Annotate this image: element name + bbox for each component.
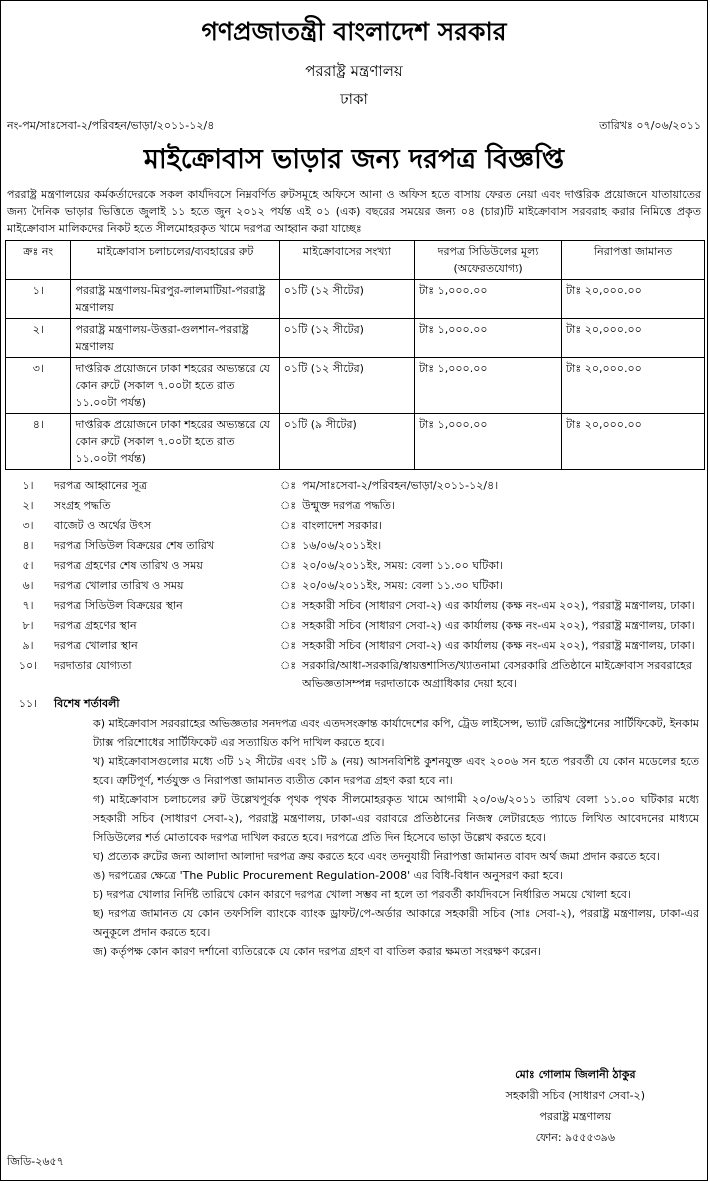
special-conditions-heading: বিশেষ শর্তাবলী [54,697,120,710]
notice-title: মাইক্রোবাস ভাড়ার জন্য দরপত্র বিজ্ঞপ্তি [143,144,565,175]
schedule-value: পম/সাঃসেবা-২/পরিবহন/ভাড়া/২০১১-১২/৪। [302,479,499,492]
schedule-row [5,476,705,496]
schedule-table [5,476,705,714]
schedule-no: ১০। [18,659,38,672]
row-route: দাপ্তরিক প্রয়োজনে ঢাকা শহরের অভ্যন্তরে যে কোন রুটে (সকাল ৭.০০টা হতে রাত ১১.০০টা পর্যন্ত) [71,414,279,470]
schedule-no: ৮। [22,619,34,632]
row-price: টাঃ ১,০০০.০০ [415,358,562,414]
column-header: নিরাপত্তা জামানত [562,241,705,280]
schedule-no: ৪। [22,539,34,552]
colon: ঃ [280,559,297,572]
colon: ঃ [280,619,297,632]
colon: ঃ [280,499,297,512]
schedule-label: দরপত্র গ্রহণের শেষ তারিখ ও সময় [54,559,203,572]
schedule-label: দরপত্র আহ্বানের সূত্র [54,479,148,492]
signatory-ministry: পররাষ্ট্র মন্ত্রণালয় [539,1110,612,1123]
schedule-label: দরপত্র খোলার তারিখ ও সময় [54,579,184,592]
column-header: দরপত্র সিডিউলের মূল্য (অফেরতযোগ্য) [415,241,562,280]
column-header: মাইক্রোবাসের সংখ্যা [279,241,414,280]
schedule-label: দরদাতার যোগ্যতা [54,659,132,672]
schedule-value: ২০/০৬/২০১১ইং, সময়: বেলা ১১.০০ ঘটিকা। [302,559,504,572]
row-price: টাঃ ১,০০০.০০ [415,414,562,470]
row-serial: ২। [6,319,71,358]
schedule-no: ৭। [22,599,34,612]
signature-block [506,1064,645,1148]
schedule-value: ১৬/০৬/২০১১ইং। [302,539,382,552]
table-row [6,280,705,319]
schedule-no: ৩। [22,519,34,532]
row-serial: ৪। [6,414,71,470]
government-title: গণপ্রজাতন্ত্রী বাংলাদেশ সরকার [201,17,507,46]
intro-paragraph: পররাষ্ট্র মন্ত্রণালয়ের কর্মকর্তাদেরকে সকল কার্যদিবসে নিম্নবর্ণিত রুটসমূহে অফিসে আনা ও অফিস হতে বাসায় ফেরত নেয়া এবং দাপ্তরিক প্রয়োজনে যাতায়াতের জন্য দৈনিক ভাড়ার ভিত্তিতে জুলাই ১১ হতে জুন ২০১২ পর্যন্ত এই ০১ (এক) বছরের সময়ের জন্য ০৪ (চার)টি মাইক্রোবাস সরবরাহ করার নিমিত্তে প্রকৃত মাইক্রোবাস মালিকদের নিকট হতে সীলমোহরকৃত খামে দরপত্র আহ্বান করা যাচ্ছেঃ [7,188,701,235]
signatory-name: মোঃ গোলাম জিলানী ঠাকুর [515,1068,636,1081]
colon: ঃ [280,539,297,552]
row-security: টাঃ ২০,০০০.০০ [562,280,705,319]
colon: ঃ [280,599,297,612]
schedule-no: ১। [22,479,34,492]
schedule-row [5,636,705,656]
colon: ঃ [280,579,297,592]
schedule-label: দরপত্র খোলার স্থান [54,639,138,652]
condition-item: ক) মাইক্রোবাস সরবরাহের অভিজ্ঞতার সনদপত্র এবং এতদসংক্রান্ত কার্যাদেশের কপি, ট্রেড লাইসেন্স, ভ্যাট রেজিস্ট্রেশনের সার্টিফিকেট, ইনকাম ট্যাক্স পরিশোধের সার্টিফিকেট এর সত্যায়িত কপি দাখিল করতে হবে। [93,717,699,749]
schedule-row [5,536,705,556]
schedule-value: সহকারী সচিব (সাধারণ সেবা-২) এর কার্যালয় (কক্ষ নং-এম ২০২), পররাষ্ট্র মন্ত্রণালয়, ঢাকা। [302,639,695,652]
table-row [6,319,705,358]
condition-item: খ) মাইক্রোবাসগুলোর মধ্যে ৩টি ১২ সীটের এবং ১টি ৯ (নয়) আসনবিশিষ্ট কুশনযুক্ত এবং ২০০৬ সন হতে পরবর্তী যে কোন মডেলের হতে হবে। ত্রুটিপূর্ণ, শর্তযুক্ত ও নিরাপত্তা জামানত ব্যতীত কোন দরপত্র গ্রহণ করা হবে না। [93,755,699,787]
schedule-label: বাজেট ও অর্থের উৎস [54,519,151,532]
colon: ঃ [280,639,297,652]
table-row [6,414,705,470]
row-count: ০১টি (৯ সীটের) [279,414,414,470]
schedule-label: দরপত্র সিডিউল বিক্রয়ের স্থান [54,599,183,612]
schedule-row [5,516,705,536]
schedule-value: বাংলাদেশ সরকার। [302,519,382,532]
schedule-label: দরপত্র সিডিউল বিক্রয়ের শেষ তারিখ [54,539,215,552]
colon: ঃ [280,519,297,532]
column-header: মাইক্রোবাস চলাচলের/ব্যবহারের রুট [71,241,279,280]
schedule-value: সহকারী সচিব (সাধারণ সেবা-২) এর কার্যালয় (কক্ষ নং-এম ২০২), পররাষ্ট্র মন্ত্রণালয়, ঢাকা। [302,599,695,612]
schedule-no: ২। [22,499,34,512]
row-route: পররাষ্ট্র মন্ত্রণালয়-মিরপুর-লালমাটিয়া-পররাষ্ট্র মন্ত্রণালয় [71,280,279,319]
condition-item: ঘ) প্রত্যেক রুটের জন্য আলাদা আলাদা দরপত্র ক্রয় করতে হবে এবং তদনুযায়ী নিরাপত্তা জামানত বাবদ অর্থ জমা প্রদান করতে হবে। [93,850,660,863]
schedule-label: সংগ্রহ পদ্ধতি [54,499,111,512]
row-security: টাঃ ২০,০০০.০০ [562,358,705,414]
schedule-label: দরপত্র গ্রহণের স্থান [54,619,137,632]
schedule-value: সহকারী সচিব (সাধারণ সেবা-২) এর কার্যালয় (কক্ষ নং-এম ২০২), পররাষ্ট্র মন্ত্রণালয়, ঢাকা। [302,619,695,632]
signatory-designation: সহকারী সচিব (সাধারণ সেবা-২) [505,1089,645,1102]
schedule-no: ১১। [18,697,38,710]
schedule-row [5,616,705,636]
condition-item: চ) দরপত্র খোলার নির্দিষ্ট তারিখে কোন কারণে দরপত্র খোলা সম্ভব না হলে তা পরবর্তী কার্যদিবসে নির্ধারিত সময়ে খোলা হবে। [93,888,631,901]
row-serial: ৩। [6,358,71,414]
schedule-row [5,496,705,516]
special-conditions [1,714,707,961]
schedule-row [5,656,705,694]
memo-number: নং-পম/সাঃসেবা-২/পরিবহন/ভাড়া/২০১১-১২/৪ [7,119,215,132]
condition-item: ঙ) দরপত্রের ক্ষেত্রে 'The Public Procurement Regulation-2008' এর বিধি-বিধান অনুসরণ করা হবে। [93,869,564,882]
schedule-no: ৫। [22,559,34,572]
schedule-row [5,556,705,576]
row-route: পররাষ্ট্র মন্ত্রণালয়-উত্তরা-গুলশান-পররাষ্ট্র মন্ত্রণালয় [71,319,279,358]
schedule-row [5,694,705,714]
condition-item: জ) কর্তৃপক্ষ কোন কারণ দর্শানো ব্যতিরেকে যে কোন দরপত্র গ্রহণ বা বাতিল করার ক্ষমতা সংরক্ষণ করেন। [93,945,542,958]
table-row [6,358,705,414]
schedule-row [5,576,705,596]
schedule-value: ২০/০৬/২০১১ইং, সময়: বেলা ১১.৩০ ঘটিকা। [302,579,504,592]
row-route: দাপ্তরিক প্রয়োজনে ঢাকা শহরের অভ্যন্তরে যে কোন রুটে (সকাল ৭.০০টা হতে রাত ১১.০০টা পর্যন্ত) [71,358,279,414]
city-name: ঢাকা [340,90,368,108]
notice-date: তারিখঃ ০৭/০৬/২০১১ [599,119,701,132]
schedule-no: ৯। [22,639,34,652]
gd-number: জিডি-২৬৫৭ [7,1155,64,1168]
row-count: ০১টি (১২ সীটের) [279,280,414,319]
row-serial: ১। [6,280,71,319]
row-count: ০১টি (১২ সীটের) [279,319,414,358]
signatory-phone: ফোন: ৯৫৫৫৩৯৬ [535,1131,616,1144]
row-security: টাঃ ২০,০০০.০০ [562,319,705,358]
row-security: টাঃ ২০,০০০.০০ [562,414,705,470]
schedule-value: সরকারি/আধা-সরকারি/স্বায়ত্তশাসিত/খ্যাতনামা বেসরকারি প্রতিষ্ঠানে মাইক্রোবাস সরবরাহের অভিজ্ঞতাসম্পন্ন দরদাতাকে অগ্রাধিকার দেয়া হবে। [302,659,693,690]
ministry-name: পররাষ্ট্র মন্ত্রণালয় [305,62,403,80]
colon: ঃ [280,659,297,672]
colon: ঃ [280,479,297,492]
condition-item: ছ) দরপত্র জামানত যে কোন তফসিলি ব্যাংকে ব্যাংক ড্রাফট/পে-অর্ডার আকারে সহকারী সচিব (সাঃ সেবা-২), পররাষ্ট্র মন্ত্রণালয়, ঢাকা-এর অনুকূলে প্রদান করতে হবে। [93,907,699,939]
row-price: টাঃ ১,০০০.০০ [415,280,562,319]
row-count: ০১টি (১২ সীটের) [279,358,414,414]
row-price: টাঃ ১,০০০.০০ [415,319,562,358]
route-table [5,240,705,470]
schedule-row [5,596,705,616]
schedule-no: ৬। [22,579,34,592]
column-header: ক্রঃ নং [6,241,71,280]
condition-item: গ) মাইক্রোবাস চলাচলের রুট উল্লেখপূর্বক পৃথক পৃথক সীলমোহরকৃত খামে আগামী ২০/০৬/২০১১ তারিখ বেলা ১১.০০ ঘটিকার মধ্যে সহকারী সচিব (সাধারণ সেবা-২), পররাষ্ট্র মন্ত্রণালয়, ঢাকা-এর বরাবরে প্রতিষ্ঠানের নিজস্ব লেটারহেড প্যাডে লিখিত আবেদনের মাধ্যমে সিডিউলের শর্ত মোতাবেক দরপত্র দাখিল করতে হবে। দরপত্রে প্রতি দিন হিসেবে ভাড়া উল্লেখ করতে হবে। [93,793,699,844]
schedule-value: উন্মুক্ত দরপত্র পদ্ধতি। [302,499,395,512]
